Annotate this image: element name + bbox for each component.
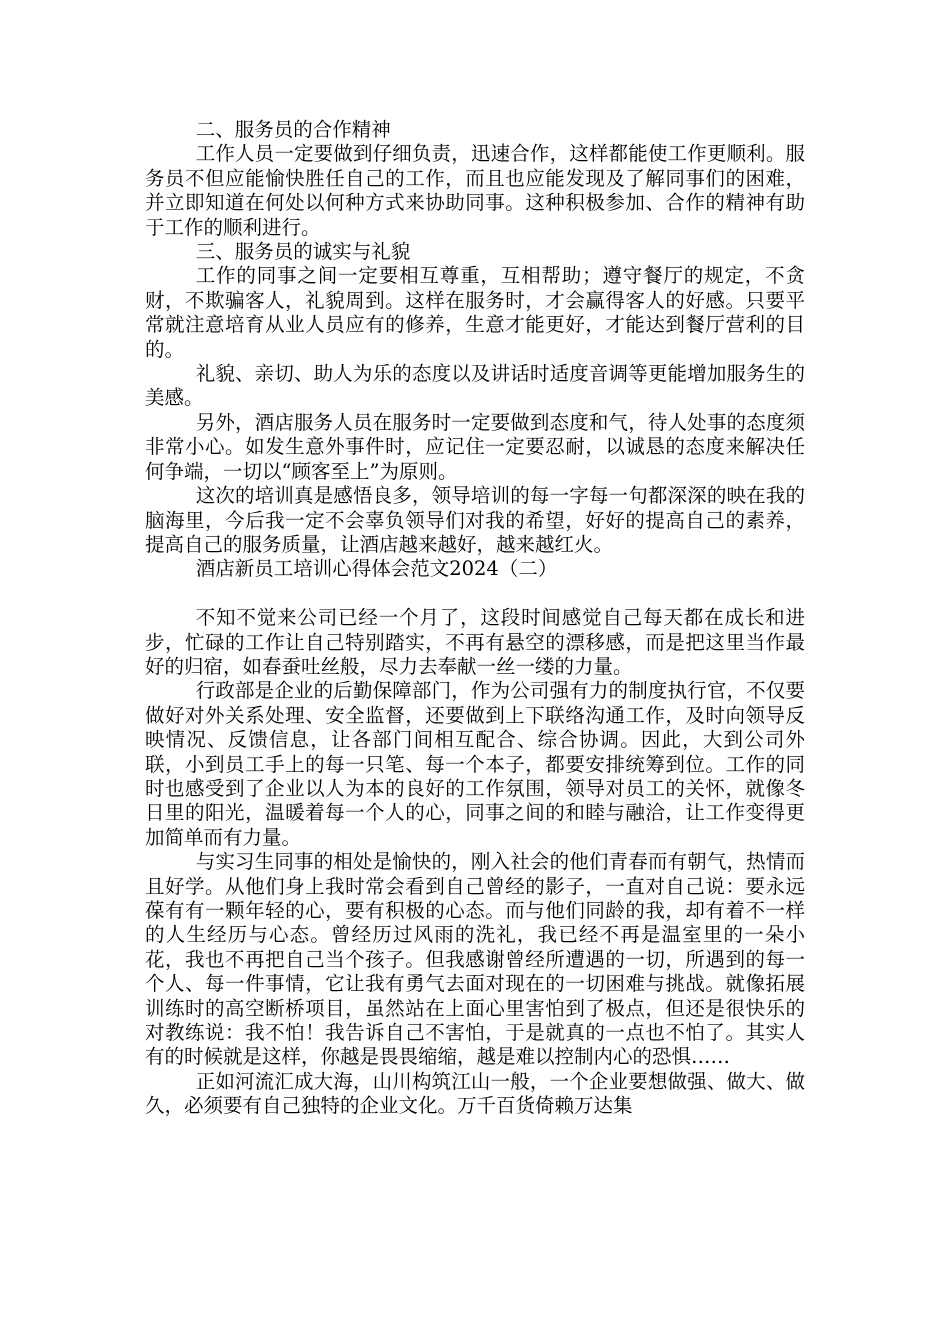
section-heading-cooperation: 二、服务员的合作精神	[195, 118, 391, 141]
paragraph-admin-department: 行政部是企业的后勤保障部门，作为公司强有力的制度执行官，不仅要做好对外关系处理、安全监督，还要做到上下联络沟通工作，及时向领导反映情况、反馈信息，让各部门间相互配合、综合协调。因此，大到公司外联，小到员工手上的每一只笔、每一个本子，都要安排统筹到位。工作的同时也感受到了企业以人为本的良好的工作氛围，领导对员工的关怀，就像冬日里的阳光，温暖着每一个人的心，同事之间的和睦与融洽，让工作变得更加简单而有力量。	[145, 679, 805, 849]
paragraph-respect: 工作的同事之间一定要相互尊重，互相帮助；遵守餐厅的规定，不贪财，不欺骗客人，礼貌周到。这样在服务时，才会赢得客人的好感。只要平常就注意培育从业人员应有的修养，生意才能更好，才能达到餐厅营利的目的。	[145, 264, 805, 361]
document-body	[145, 118, 805, 1119]
paragraph-corporate-culture: 正如河流汇成大海，山川构筑江山一般，一个企业要想做强、做大、做久，必须要有自己独特的企业文化。万千百货倚赖万达集	[145, 1069, 805, 1118]
paragraph-attitude: 另外，酒店服务人员在服务时一定要做到态度和气，待人处事的态度须非常小心。如发生意外事件时，应记住一定要忍耐，以诚恳的态度来解决任何争端，一切以“顾客至上”为原则。	[145, 410, 805, 483]
article-title-part-two: 酒店新员工培训心得体会范文2024（二）	[195, 557, 558, 581]
paragraph-interns: 与实习生同事的相处是愉快的，刚入社会的他们青春而有朝气，热情而且好学。从他们身上我时常会看到自己曾经的影子，一直对自己说：要永远葆有有一颗年轻的心，要有积极的心态。而与他们同龄的我，却有着不一样的人生经历与心态。曾经历过风雨的洗礼，我已经不再是温室里的一朵小花，我也不再把自己当个孩子。但我感谢曾经所遭遇的一切，所遇到的每一个人、每一件事情，它让我有勇气去面对现在的一切困难与挑战。就像拓展训练时的高空断桥项目，虽然站在上面心里害怕到了极点，但还是很快乐的对教练说：我不怕！我告诉自己不害怕，于是就真的一点也不怕了。其实人有的时候就是这样，你越是畏畏缩缩，越是难以控制内心的恐惧……	[145, 850, 805, 1069]
blank-line	[145, 582, 805, 606]
paragraph-politeness: 礼貌、亲切、助人为乐的态度以及讲话时适度音调等更能增加服务生的美感。	[145, 362, 805, 410]
section-heading-honesty: 三、服务员的诚实与礼貌	[195, 240, 411, 264]
paragraph-one-month: 不知不觉来公司已经一个月了，这段时间感觉自己每天都在成长和进步，忙碌的工作让自己特别踏实，不再有悬空的漂移感，而是把这里当作最好的归宿，如春蚕吐丝般，尽力去奉献一丝一缕的力量。	[145, 606, 805, 678]
paragraph-training-summary: 这次的培训真是感悟良多，领导培训的每一字每一句都深深的映在我的脑海里，今后我一定不会辜负领导们对我的希望，好好的提高自己的素养，提高自己的服务质量，让酒店越来越好，越来越红火。	[145, 484, 805, 556]
paragraph-cooperation: 工作人员一定要做到仔细负责，迅速合作，这样都能使工作更顺利。服务员不但应能愉快胜任自己的工作，而且也应能发现及了解同事们的困难，并立即知道在何处以何种方式来协助同事。这种积极参加、合作的精神有助于工作的顺利进行。	[145, 142, 805, 239]
